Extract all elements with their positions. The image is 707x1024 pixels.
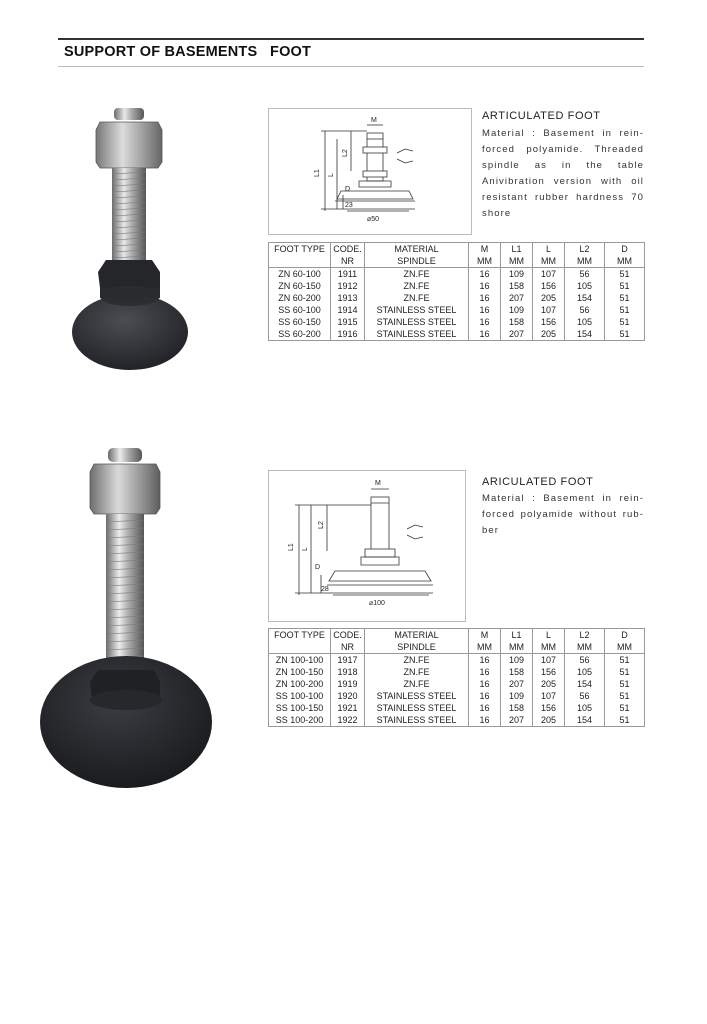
cell-material: ZN.FE: [365, 678, 469, 690]
cell-material: STAINLESS STEEL: [365, 690, 469, 702]
cell-l2: 154: [565, 714, 605, 727]
spec-table-2: [268, 628, 645, 727]
cell-foot-type: SS 60-200: [269, 328, 331, 341]
cell-d: 51: [605, 292, 645, 304]
cell-m: 16: [469, 304, 501, 316]
header-foot-type-sub: [269, 255, 331, 268]
header-code: CODE.: [331, 243, 365, 256]
cell-d: 51: [605, 304, 645, 316]
product-photo-small-foot: [70, 100, 210, 375]
cell-d: 51: [605, 316, 645, 328]
table-header-subrow: [269, 641, 645, 654]
cell-l1: 109: [501, 268, 533, 281]
cell-l: 205: [533, 714, 565, 727]
header-m-sub: MM: [469, 641, 501, 654]
page-header: [58, 38, 644, 67]
header-l2: L2: [565, 629, 605, 642]
cell-material: ZN.FE: [365, 280, 469, 292]
table-header-row: [269, 243, 645, 256]
cell-code: 1917: [331, 654, 365, 667]
drawing-label-d: D: [315, 564, 321, 571]
header-m: M: [469, 629, 501, 642]
table-row: [269, 666, 645, 678]
cell-l1: 207: [501, 714, 533, 727]
page-title: SUPPORT OF BASEMENTS FOOT: [64, 44, 312, 60]
cell-m: 16: [469, 280, 501, 292]
cell-l2: 56: [565, 690, 605, 702]
cell-d: 51: [605, 654, 645, 667]
header-l-sub: MM: [533, 641, 565, 654]
spec-table-1: [268, 242, 645, 341]
cell-material: ZN.FE: [365, 654, 469, 667]
cell-code: 1913: [331, 292, 365, 304]
cell-l1: 158: [501, 316, 533, 328]
cell-d: 51: [605, 328, 645, 341]
header-code-sub: NR: [331, 641, 365, 654]
cell-foot-type: SS 100-150: [269, 702, 331, 714]
product-description-1: Material : Basement in rein-forced polyamide. Threaded spindle as in the table Anivibration version with oil resistant rubber hardness 70 shore: [482, 128, 644, 219]
header-l2-sub: MM: [565, 255, 605, 268]
cell-l: 156: [533, 316, 565, 328]
cell-material: STAINLESS STEEL: [365, 316, 469, 328]
drawing-label-l2: L2: [342, 149, 349, 157]
cell-foot-type: SS 60-150: [269, 316, 331, 328]
table-header-row: [269, 629, 645, 642]
cell-code: 1912: [331, 280, 365, 292]
header-l: L: [533, 629, 565, 642]
cell-l2: 105: [565, 316, 605, 328]
header-l2-sub: MM: [565, 641, 605, 654]
cell-l: 156: [533, 666, 565, 678]
cell-material: STAINLESS STEEL: [365, 304, 469, 316]
table-body-1: [269, 268, 645, 341]
cell-l1: 207: [501, 678, 533, 690]
drawing-label-l1: L1: [314, 169, 321, 177]
cell-material: ZN.FE: [365, 292, 469, 304]
drawing-label-height: 23: [345, 202, 353, 209]
table-header-subrow: [269, 255, 645, 268]
drawing-label-l: L: [302, 547, 309, 551]
header-d-sub: MM: [605, 255, 645, 268]
header-d: D: [605, 629, 645, 642]
header-d-sub: MM: [605, 641, 645, 654]
cell-d: 51: [605, 268, 645, 281]
cell-m: 16: [469, 702, 501, 714]
cell-d: 51: [605, 714, 645, 727]
cell-m: 16: [469, 666, 501, 678]
cell-l: 205: [533, 678, 565, 690]
header-d: D: [605, 243, 645, 256]
cell-l: 156: [533, 702, 565, 714]
header-l-sub: MM: [533, 255, 565, 268]
cell-code: 1911: [331, 268, 365, 281]
cell-l1: 207: [501, 328, 533, 341]
cell-material: STAINLESS STEEL: [365, 714, 469, 727]
table-row: [269, 702, 645, 714]
header-foot-type-sub: [269, 641, 331, 654]
cell-m: 16: [469, 316, 501, 328]
drawing-label-l2: L2: [318, 521, 325, 529]
cell-l2: 56: [565, 268, 605, 281]
header-m-sub: MM: [469, 255, 501, 268]
cell-code: 1922: [331, 714, 365, 727]
drawing-label-diameter: ⌀50: [367, 216, 380, 223]
cell-m: 16: [469, 714, 501, 727]
cell-foot-type: ZN 60-150: [269, 280, 331, 292]
table-row: [269, 714, 645, 727]
cell-m: 16: [469, 292, 501, 304]
cell-foot-type: SS 60-100: [269, 304, 331, 316]
cell-m: 16: [469, 678, 501, 690]
table-row: [269, 280, 645, 292]
cell-l1: 109: [501, 690, 533, 702]
cell-material: STAINLESS STEEL: [365, 702, 469, 714]
cell-d: 51: [605, 678, 645, 690]
cell-m: 16: [469, 328, 501, 341]
table-row: [269, 292, 645, 304]
drawing-label-l: L: [328, 173, 335, 177]
cell-code: 1919: [331, 678, 365, 690]
cell-l2: 105: [565, 666, 605, 678]
cell-l1: 158: [501, 702, 533, 714]
cell-l2: 56: [565, 654, 605, 667]
cell-l1: 109: [501, 654, 533, 667]
cell-l2: 154: [565, 292, 605, 304]
product-description-2: Material : Basement in rein-forced polyamide without rub-ber: [482, 493, 644, 536]
header-l: L: [533, 243, 565, 256]
header-l1-sub: MM: [501, 255, 533, 268]
cell-foot-type: SS 100-100: [269, 690, 331, 702]
cell-code: 1918: [331, 666, 365, 678]
cell-foot-type: ZN 60-200: [269, 292, 331, 304]
table-row: [269, 690, 645, 702]
cell-l1: 109: [501, 304, 533, 316]
header-material-sub: SPINDLE: [365, 641, 469, 654]
product-title-2: ARICULATED FOOT: [482, 476, 594, 488]
cell-l1: 158: [501, 666, 533, 678]
cell-d: 51: [605, 690, 645, 702]
cell-m: 16: [469, 690, 501, 702]
cell-l: 107: [533, 268, 565, 281]
cell-d: 51: [605, 702, 645, 714]
cell-l: 205: [533, 292, 565, 304]
table-row: [269, 678, 645, 690]
technical-drawing-2: [268, 470, 466, 622]
cell-code: 1914: [331, 304, 365, 316]
table-row: [269, 304, 645, 316]
drawing-label-d: D: [345, 186, 351, 193]
header-l1-sub: MM: [501, 641, 533, 654]
cell-l: 156: [533, 280, 565, 292]
technical-drawing-1: [268, 108, 472, 235]
cell-foot-type: ZN 100-200: [269, 678, 331, 690]
product-photo-large-foot: [38, 442, 218, 797]
header-material: MATERIAL: [365, 629, 469, 642]
drawing-label-height: 28: [321, 586, 329, 593]
drawing-label-l1: L1: [288, 543, 295, 551]
cell-code: 1920: [331, 690, 365, 702]
table-row: [269, 654, 645, 667]
cell-m: 16: [469, 654, 501, 667]
header-material: MATERIAL: [365, 243, 469, 256]
cell-l2: 154: [565, 328, 605, 341]
cell-m: 16: [469, 268, 501, 281]
cell-foot-type: SS 100-200: [269, 714, 331, 727]
header-l1: L1: [501, 243, 533, 256]
drawing-label-m: M: [371, 117, 377, 124]
cell-l2: 105: [565, 702, 605, 714]
header-foot-type: FOOT TYPE: [269, 629, 331, 642]
cell-d: 51: [605, 666, 645, 678]
cell-code: 1915: [331, 316, 365, 328]
cell-d: 51: [605, 280, 645, 292]
header-foot-type: FOOT TYPE: [269, 243, 331, 256]
cell-l1: 207: [501, 292, 533, 304]
cell-l2: 154: [565, 678, 605, 690]
cell-material: ZN.FE: [365, 666, 469, 678]
header-m: M: [469, 243, 501, 256]
cell-l: 107: [533, 654, 565, 667]
cell-l2: 56: [565, 304, 605, 316]
table-row: [269, 328, 645, 341]
cell-code: 1916: [331, 328, 365, 341]
table-body-2: [269, 654, 645, 727]
cell-l: 107: [533, 304, 565, 316]
cell-l2: 105: [565, 280, 605, 292]
cell-foot-type: ZN 100-150: [269, 666, 331, 678]
cell-foot-type: ZN 100-100: [269, 654, 331, 667]
drawing-label-m: M: [375, 480, 381, 487]
header-l2: L2: [565, 243, 605, 256]
product-title-1: ARTICULATED FOOT: [482, 110, 601, 122]
header-material-sub: SPINDLE: [365, 255, 469, 268]
cell-code: 1921: [331, 702, 365, 714]
cell-l: 107: [533, 690, 565, 702]
header-code-sub: NR: [331, 255, 365, 268]
table-row: [269, 268, 645, 281]
cell-material: ZN.FE: [365, 268, 469, 281]
table-row: [269, 316, 645, 328]
drawing-label-diameter: ⌀100: [369, 600, 385, 607]
header-code: CODE.: [331, 629, 365, 642]
cell-l1: 158: [501, 280, 533, 292]
cell-l: 205: [533, 328, 565, 341]
cell-foot-type: ZN 60-100: [269, 268, 331, 281]
header-l1: L1: [501, 629, 533, 642]
cell-material: STAINLESS STEEL: [365, 328, 469, 341]
